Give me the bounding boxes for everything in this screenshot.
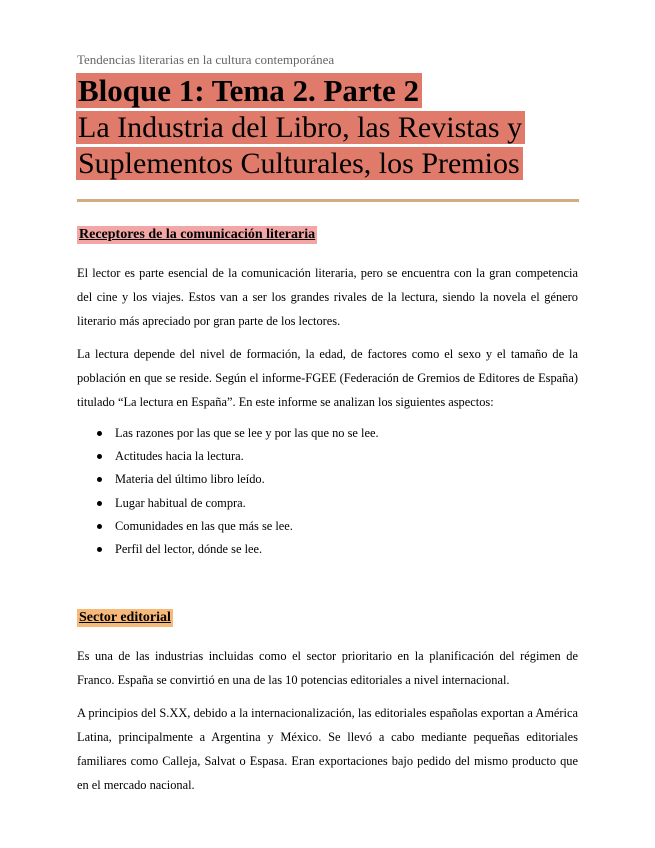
document-title bbox=[76, 74, 586, 183]
title-line-3 bbox=[76, 147, 586, 183]
document-header: Tendencias literarias en la cultura contemporánea bbox=[77, 52, 335, 67]
aspects-list bbox=[77, 422, 578, 561]
list-item: Perfil del lector, dónde se lee. bbox=[77, 538, 578, 561]
paragraph-lector: El lector es parte esencial de la comunicación literaria, pero se encuentra con la gran competencia del cine y los viajes. Estos van a ser los grandes rivales de la lectura, siendo la novela el género literario más apreciado por gran parte de los lectores. bbox=[77, 266, 578, 328]
paragraph-exportacion: A principios del S.XX, debido a la internacionalización, las editoriales españolas exportan a América Latina, principalmente a Argentina y México. Se llevó a cabo mediante pequeñas editoriales familiares como Calleja, Salvat o Espasa. Eran exportaciones bajo pedido del mismo producto que en el mercado nacional. bbox=[77, 706, 578, 792]
title-line-1-text: Bloque 1: Tema 2. Parte 2 bbox=[76, 73, 422, 108]
paragraph-lectura: La lectura depende del nivel de formación, la edad, de factores como el sexo y el tamaño de la población en que se reside. Según el informe-FGEE (Federación de Gremios de Editores de España) titulado “La lectura en España”. En este informe se analizan los siguientes aspectos: bbox=[77, 347, 578, 409]
title-line-2-text: La Industria del Libro, las Revistas y bbox=[76, 111, 525, 144]
section-heading-receptores: Receptores de la comunicación literaria bbox=[79, 227, 316, 242]
section-heading-sector-editorial: Sector editorial bbox=[79, 610, 171, 625]
list-item: Lugar habitual de compra. bbox=[77, 492, 578, 515]
title-line-2 bbox=[76, 111, 586, 147]
title-divider bbox=[77, 199, 579, 202]
list-item: Comunidades en las que más se lee. bbox=[77, 515, 578, 538]
title-line-3-text: Suplementos Culturales, los Premios bbox=[76, 147, 523, 180]
list-item: Actitudes hacia la lectura. bbox=[77, 445, 578, 468]
paragraph-industria: Es una de las industrias incluidas como el sector prioritario en la planificación del régimen de Franco. España se convirtió en una de las 10 potencias editoriales a nivel internacional. bbox=[77, 649, 578, 687]
list-item: Materia del último libro leído. bbox=[77, 468, 578, 491]
title-line-1 bbox=[76, 74, 586, 111]
list-item: Las razones por las que se lee y por las que no se lee. bbox=[77, 422, 578, 445]
